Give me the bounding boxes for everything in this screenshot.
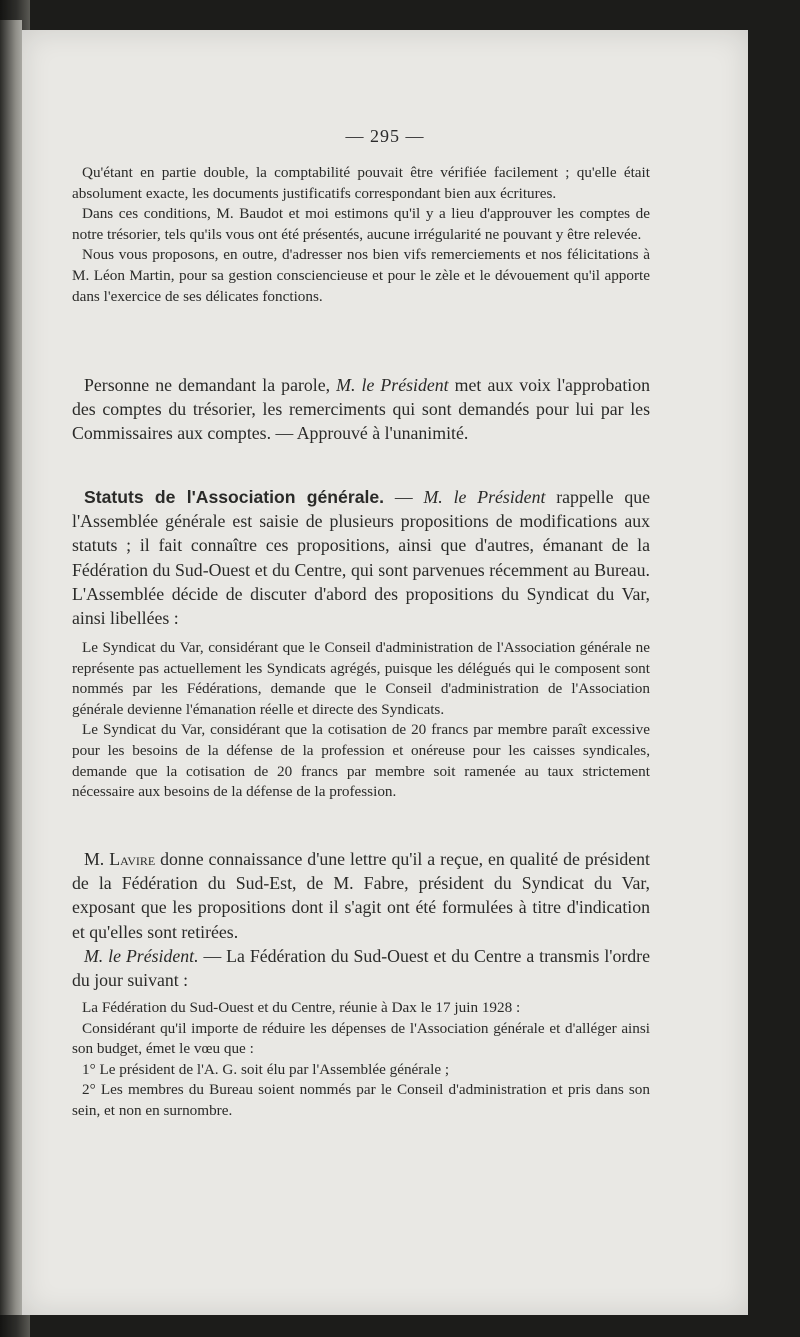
order-text: — La Fédération du Sud-Ouest et du Centre a transmis l'ordre du jour suivant : bbox=[72, 946, 650, 991]
statutes-paragraph bbox=[72, 485, 650, 630]
lavire-text: donne connaissance d'une lettre qu'il a reçue, en qualité de président de la Fédération du Sud-Est, de M. Fabre, président du Syndicat du Var, exposant que les propositions dont il s'agit ont été formulées à titre d'indication et qu'elles sont retirées. bbox=[72, 849, 651, 942]
approval-president: M. le Président bbox=[336, 375, 449, 395]
approval-text-before: Personne ne demandant la parole, bbox=[84, 375, 337, 395]
var-proposal-1: Le Syndicat du Var, considérant que le Conseil d'administration de l'Association générale ne représente pas actuellement les Syndicats agrégés, puisque les délégués qui le composent sont nommés par les Fédérations, demande que le Conseil d'administration de l'Association générale devienne l'émanation réelle et directe des Syndicats. bbox=[72, 639, 650, 718]
commissioners-report bbox=[72, 163, 650, 307]
statutes-president: M. le Président bbox=[423, 487, 546, 507]
section-heading-statuts: Statuts de l'Association générale. bbox=[84, 487, 385, 507]
lavire-paragraph bbox=[72, 847, 650, 944]
resolution-item-1: 1° Le président de l'A. G. soit élu par l'Assemblée générale ; bbox=[82, 1060, 450, 1078]
resolution-line-2: Considérant qu'il importe de réduire les dépenses de l'Association générale et d'alléger ainsi son budget, émet le vœu que : bbox=[72, 1019, 650, 1058]
var-proposal-2: Le Syndicat du Var, considérant que la cotisation de 20 francs par membre paraît excessive pour les besoins de la défense de la profession et onéreuse pour les caisses syndicales, demande que la cotisation de 20 francs par membre soit ramenée au taux strictement nécessaire aux besoins de la défense de la profession. bbox=[72, 721, 650, 801]
statutes-dash: — bbox=[384, 487, 424, 507]
lavire-name: Lavire bbox=[109, 849, 156, 869]
lavire-prefix: M. bbox=[84, 849, 110, 869]
document-page bbox=[22, 30, 748, 1315]
approval-paragraph bbox=[72, 373, 650, 446]
statutes-text: rappelle que l'Assemblée générale est saisie de plusieurs propositions de modifications aux statuts ; il fait connaître ces propositions, ainsi que d'autres, émanant de la Fédération du Sud-Ouest et du Centre, qui sont parvenues récemment au Bureau. L'Assemblée décide de discuter d'abord des propositions du Syndicat du Var, ainsi libellées : bbox=[72, 487, 651, 629]
report-paragraph-2: Dans ces conditions, M. Baudot et moi estimons qu'il y a lieu d'approuver les comptes de notre trésorier, tels qu'ils vous ont été présentés, aucune irrégularité ne pouvant y être relevée. bbox=[72, 205, 650, 243]
var-proposals bbox=[72, 638, 650, 803]
federation-resolution bbox=[72, 998, 650, 1122]
president-order-paragraph bbox=[72, 944, 650, 992]
page-number: — 295 — bbox=[345, 126, 425, 146]
order-president: M. le Président. bbox=[84, 946, 199, 966]
approval-text-after: met aux voix l'approbation des comptes du trésorier, les remerciments qui sont demandés pour lui par les Commissaires aux comptes. — Approuvé à l'unanimité. bbox=[72, 375, 650, 444]
report-paragraph-3: Nous vous proposons, en outre, d'adresser nos bien vifs remerciements et nos félicitations à M. Léon Martin, pour sa gestion consciencieuse et pour le zèle et le dévouement qu'il apporte dans l'exercice de ses délicates fonctions. bbox=[72, 246, 650, 305]
resolution-item-2: 2° Les membres du Bureau soient nommés par le Conseil d'administration et pris dans son sein, et non en surnombre. bbox=[72, 1081, 650, 1119]
report-paragraph-1: Qu'étant en partie double, la comptabilité pouvait être vérifiée facilement ; qu'elle était absolument exacte, les documents justificatifs correspondant bien aux écritures. bbox=[72, 164, 650, 202]
previous-page-edge bbox=[0, 20, 22, 1315]
resolution-line-1: La Fédération du Sud-Ouest et du Centre, réunie à Dax le 17 juin 1928 : bbox=[82, 999, 521, 1016]
